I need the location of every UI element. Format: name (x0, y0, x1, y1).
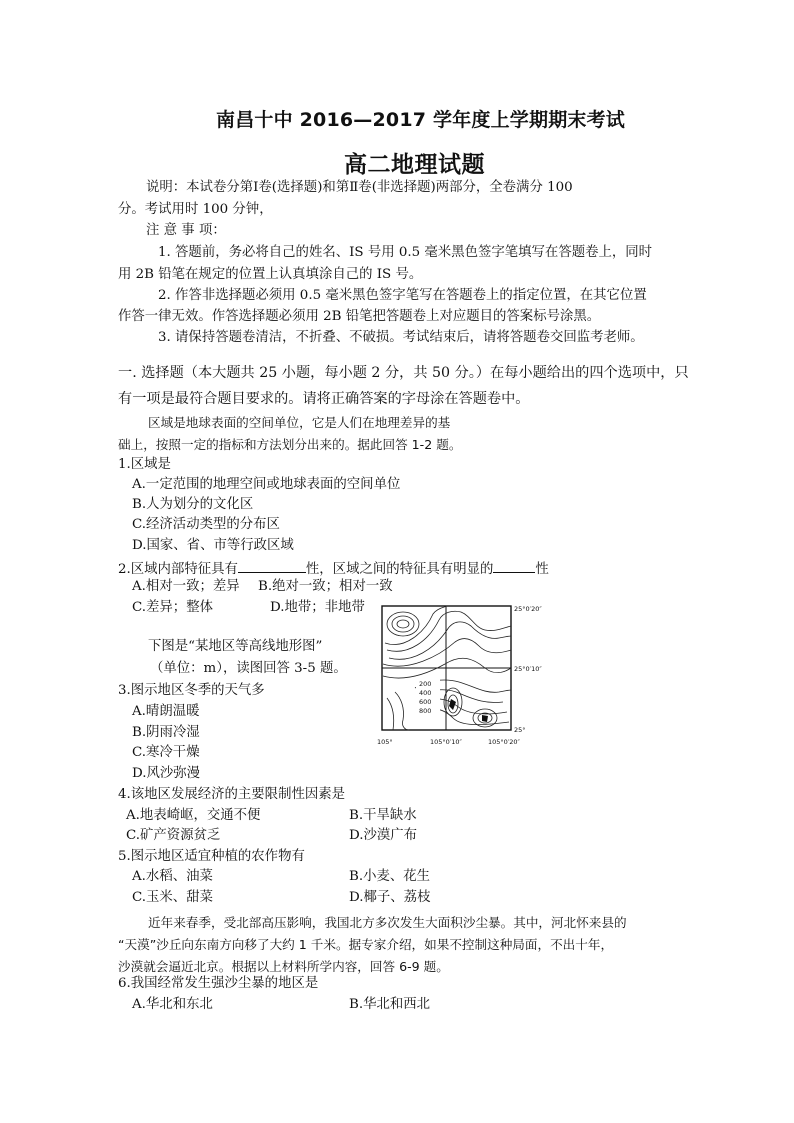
exam-subtitle: 高二地理试题 (344, 152, 485, 178)
passage-2-line-1: 下图是“某地区等高线地形图” (148, 639, 323, 654)
q1-option-b: B.人为划分的文化区 (132, 497, 254, 512)
passage-3-line-3: 沙漠就会逼近北京。根据以上材料所学内容，回答 6-9 题。 (118, 959, 449, 974)
q4-option-a: A.地表崎岖，交通不便 (126, 808, 261, 823)
contour-label-400: 400 (419, 689, 432, 697)
lat-label-top: 25°0′20″ (514, 605, 542, 613)
lon-label-right: 105°0′20″ (488, 738, 520, 746)
note-3: 3. 请保持答题卷清洁，不折叠、不破损。考试结束后，请将答题卷交回监考老师。 (158, 330, 644, 345)
q4-option-b: B.干旱缺水 (349, 808, 417, 823)
section-1-line-2: 有一项是最符合题目要求的。请将正确答案的字母涂在答题卷中。 (118, 391, 530, 407)
q5-stem: 5.图示地区适宜种植的农作物有 (118, 849, 305, 864)
note-1a: 1. 答题前，务必将自己的姓名、IS 号用 0.5 毫米黑色签字笔填写在答题卷上，同时 (158, 245, 653, 260)
passage-3-line-1: 近年来春季，受北部高压影响，我国北方多次发生大面积沙尘暴。其中，河北怀来县的 (148, 915, 627, 930)
q4-stem: 4.该地区发展经济的主要限制性因素是 (118, 787, 346, 802)
exam-title: 南昌十中 2016—2017 学年度上学期期末考试 (216, 109, 625, 131)
contour-map (375, 598, 565, 750)
note-1b: 用 2B 铅笔在规定的位置上认真填涂自己的 IS 号。 (118, 267, 423, 282)
q3-option-d: D.风沙弥漫 (132, 766, 201, 781)
q2-stem-part-1: 2.区域内部特征具有 (118, 562, 238, 577)
contour-label-200: 200 (419, 680, 432, 688)
q3-option-c: C.寒冷干燥 (132, 745, 200, 760)
passage-3-line-2: “天漠”沙丘向东南方向移了大约 1 千米。据专家介绍，如果不控制这种局面，不出十年， (118, 937, 614, 952)
peak-marker-2 (482, 715, 488, 722)
q5-option-c: C.玉米、甜菜 (132, 890, 213, 905)
contour-label-600: 600 (419, 698, 432, 706)
q6-option-b: B.华北和西北 (349, 997, 431, 1012)
q2-option-c: C.差异；整体 (132, 600, 213, 615)
passage-1-line-1: 区域是地球表面的空间单位，它是人们在地理差异的基 (148, 415, 451, 430)
q6-option-a: A.华北和东北 (132, 997, 213, 1012)
q6-stem: 6.我国经常发生强沙尘暴的地区是 (118, 976, 319, 991)
notes-line-2: 分。考试用时 100 分钟， (118, 202, 273, 217)
q2-stem-part-3: 性 (535, 562, 549, 577)
q2-stem (118, 560, 549, 576)
lon-label-left: 105° (377, 738, 393, 746)
lon-label-mid: 105°0′10″ (430, 738, 462, 746)
q2-blank-1 (238, 560, 306, 573)
q4-option-d: D.沙漠广布 (349, 828, 418, 843)
q1-option-a: A.一定范围的地理空间或地球表面的空间单位 (132, 477, 401, 492)
q2-option-d: D.地带；非地带 (270, 600, 365, 615)
q2-option-b: B.绝对一致；相对一致 (258, 579, 393, 594)
passage-2-line-2: （单位：m），读图回答 3-5 题。 (150, 661, 347, 676)
q5-option-a: A.水稻、油菜 (132, 869, 213, 884)
passage-1-line-2: 础上，按照一定的指标和方法划分出来的。据此回答 1-2 题。 (118, 437, 462, 452)
notes-line-1: 说明：本试卷分第Ⅰ卷(选择题)和第Ⅱ卷(非选择题)两部分，全卷满分 100 (146, 180, 573, 195)
q1-option-c: C.经济活动类型的分布区 (132, 517, 280, 532)
notes-heading: 注 意 事 项： (146, 223, 226, 238)
note-2a: 2. 作答非选择题必须用 0.5 毫米黑色签字笔写在答题卷上的指定位置，在其它位置 (158, 288, 647, 303)
q2-blank-2 (493, 560, 535, 573)
q5-option-b: B.小麦、花生 (349, 869, 431, 884)
q1-stem: 1.区域是 (118, 457, 171, 472)
q3-option-b: B.阴雨冷湿 (132, 725, 200, 740)
q2-stem-part-2: 性，区域之间的特征具有明显的 (305, 562, 494, 577)
q3-option-a: A.晴朗温暖 (132, 704, 200, 719)
q3-stem: 3.图示地区冬季的天气多 (118, 683, 265, 698)
section-1-line-1: 一. 选择题（本大题共 25 小题，每小题 2 分，共 50 分。）在每小题给出的四个选项中，只 (118, 365, 689, 381)
note-2b: 作答一律无效。作答选择题必须用 2B 铅笔把答题卷上对应题目的答案标号涂黑。 (118, 309, 601, 324)
q4-option-c: C.矿产资源贫乏 (126, 828, 221, 843)
q2-option-a: A.相对一致；差异 (132, 579, 240, 594)
lat-label-mid: 25°0′10″ (514, 665, 542, 673)
contour-label-800: 800 (419, 707, 432, 715)
q1-option-d: D.国家、省、市等行政区域 (132, 538, 294, 553)
lat-label-bottom: 25° (514, 726, 526, 734)
q5-option-d: D.椰子、荔枝 (349, 890, 431, 905)
